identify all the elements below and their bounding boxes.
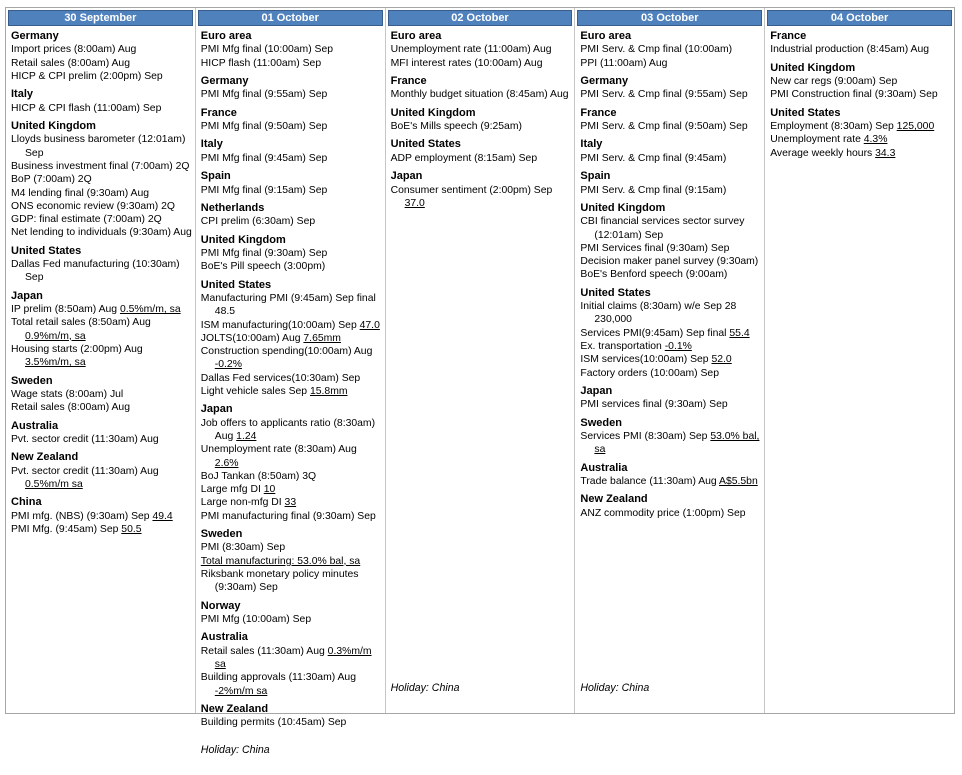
- event-value: 2.6%: [214, 457, 239, 469]
- event-value: -2%m/m sa: [214, 685, 268, 697]
- country-section: [770, 30, 951, 57]
- event-value: -0.1%: [664, 341, 692, 352]
- country-heading: Germany: [200, 75, 249, 87]
- country-section: [201, 703, 382, 730]
- event-item: CPI prelim (6:30am) Sep: [200, 216, 316, 228]
- event-item: Building approvals (11:30am) Aug -2%m/m sa: [200, 672, 356, 697]
- event-item: PMI Serv. & Cmp final (10:00am): [580, 44, 733, 56]
- event-item: Dallas Fed services(10:30am) Sep: [200, 372, 361, 384]
- event-item: M4 lending final (9:30am) Aug: [11, 187, 150, 199]
- country-heading: France: [390, 75, 427, 87]
- event-item: IP prelim (8:50am) Aug 0.5%m/m, sa: [11, 304, 181, 316]
- country-heading: United States: [580, 286, 651, 299]
- country-heading: Euro area: [200, 30, 252, 42]
- country-section: [201, 528, 382, 595]
- event-item: BoE's Mills speech (9:25am): [390, 121, 522, 133]
- event-item: Retail sales (8:00am) Aug: [11, 57, 130, 69]
- day-header: 01 October: [198, 10, 383, 26]
- event-item: PMI Serv. & Cmp final (9:45am): [580, 152, 727, 164]
- event-item: ISM services(10:00am) Sep 52.0: [580, 354, 732, 366]
- event-item: Light vehicle sales Sep 15.8mm: [200, 386, 348, 397]
- event-value: 49.4: [152, 510, 173, 522]
- country-heading: France: [580, 106, 617, 119]
- country-heading: United States: [770, 106, 841, 119]
- country-section: [11, 120, 192, 240]
- event-item: Business investment final (7:00am) 2Q: [11, 161, 190, 172]
- event-item: GDP: final estimate (7:00am) 2Q: [11, 214, 162, 226]
- day-column-body: [6, 26, 195, 713]
- country-section: [580, 170, 761, 197]
- country-heading: France: [770, 30, 807, 42]
- event-item: Large non-mfg DI 33: [200, 497, 297, 509]
- event-item: Pvt. sector credit (11:30am) Aug 0.5%m/m sa: [11, 465, 159, 491]
- country-heading: Germany: [580, 75, 629, 87]
- country-heading: New Zealand: [11, 451, 79, 464]
- country-section: [580, 493, 761, 520]
- country-section: [11, 375, 192, 415]
- day-column-2: [196, 8, 386, 756]
- event-value: 15.8mm: [309, 386, 348, 397]
- event-item: Retail sales (11:30am) Aug 0.3%m/m sa: [200, 645, 372, 671]
- event-value: 0.5%m/m, sa: [119, 304, 181, 316]
- economic-calendar: [5, 7, 955, 756]
- event-item: Monthly budget situation (8:45am) Aug: [390, 89, 569, 101]
- event-item: Unemployment rate 4.3%: [770, 134, 888, 146]
- country-heading: Australia: [11, 419, 59, 432]
- event-item: Large mfg DI 10: [200, 484, 276, 496]
- country-section: [391, 170, 572, 210]
- event-value: 4.3%: [863, 134, 888, 146]
- event-item: Consumer sentiment (2:00pm) Sep 37.0: [390, 184, 553, 209]
- day-column-body: [575, 26, 764, 713]
- holiday-note: Holiday: China: [580, 682, 650, 694]
- event-item: Trade balance (11:30am) Aug A$5.5bn: [580, 476, 758, 487]
- country-section: [580, 202, 761, 282]
- country-heading: New Zealand: [580, 493, 648, 506]
- event-item: PMI Mfg (10:00am) Sep: [200, 614, 312, 626]
- event-item: Unemployment rate (11:00am) Aug: [390, 44, 552, 56]
- event-item: Total retail sales (8:50am) Aug 0.9%m/m, sa: [11, 317, 151, 342]
- country-section: [201, 30, 382, 70]
- country-section: [770, 107, 951, 160]
- event-item: Dallas Fed manufacturing (10:30am) Sep: [11, 259, 180, 284]
- event-item: Job offers to applicants ratio (8:30am) Aug 1.24: [200, 417, 376, 442]
- country-section: [391, 138, 572, 165]
- event-item: Factory orders (10:00am) Sep: [580, 367, 719, 379]
- country-section: [11, 290, 192, 370]
- country-heading: United Kingdom: [390, 106, 476, 119]
- country-heading: Sweden: [11, 374, 53, 387]
- event-item: Lloyds business barometer (12:01am) Sep: [11, 134, 186, 159]
- country-heading: United Kingdom: [770, 61, 856, 74]
- event-item: PMI Services final (9:30am) Sep: [580, 242, 730, 254]
- event-item: Import prices (8:00am) Aug: [11, 44, 137, 56]
- event-value: 53.0% bal, sa: [594, 431, 760, 456]
- country-section: [201, 202, 382, 229]
- event-item: BoE's Benford speech (9:00am): [580, 269, 728, 281]
- event-item: PMI Mfg final (10:00am) Sep: [200, 44, 334, 56]
- event-item: Industrial production (8:45am) Aug: [770, 44, 930, 56]
- event-item: Employment (8:30am) Sep 125,000: [770, 121, 935, 133]
- country-section: [770, 62, 951, 102]
- country-heading: United Kingdom: [200, 233, 286, 246]
- country-section: [201, 107, 382, 134]
- event-value: 3.5%m/m, sa: [25, 357, 86, 369]
- event-item: PPI (11:00am) Aug: [580, 57, 668, 69]
- event-item: Unemployment rate (8:30am) Aug 2.6%: [200, 444, 357, 469]
- day-column-3: [386, 8, 576, 713]
- event-value: 52.0: [711, 354, 732, 366]
- event-item: HICP & CPI flash (11:00am) Sep: [11, 102, 162, 114]
- country-section: [11, 496, 192, 536]
- event-value: 50.5: [121, 524, 142, 536]
- country-section: [391, 30, 572, 70]
- event-value: 0.3%m/m sa: [214, 645, 372, 671]
- country-heading: Euro area: [580, 30, 632, 42]
- country-section: [580, 417, 761, 457]
- country-section: [11, 245, 192, 285]
- event-value: 0.5%m/m sa: [25, 479, 83, 491]
- country-heading: France: [200, 106, 237, 119]
- event-value: 33: [284, 497, 297, 509]
- country-heading: Italy: [11, 88, 34, 101]
- day-header: 03 October: [577, 10, 762, 26]
- country-heading: United Kingdom: [580, 201, 666, 214]
- event-item: PMI Construction final (9:30am) Sep: [770, 89, 938, 101]
- event-item: PMI Serv. & Cmp final (9:55am) Sep: [580, 89, 748, 101]
- event-item: New car regs (9:00am) Sep: [770, 76, 898, 88]
- event-item: PMI Serv. & Cmp final (9:15am): [580, 184, 727, 196]
- day-column-1: [6, 8, 196, 713]
- event-item: MFI interest rates (10:00am) Aug: [390, 57, 543, 69]
- event-item: PMI manufacturing final (9:30am) Sep: [200, 510, 376, 522]
- country-heading: Japan: [580, 384, 613, 397]
- event-item: Housing starts (2:00pm) Aug 3.5%m/m, sa: [11, 344, 143, 369]
- event-item: Net lending to individuals (9:30am) Aug: [11, 227, 192, 239]
- event-value: 1.24: [236, 431, 257, 442]
- event-item: PMI Mfg final (9:30am) Sep: [200, 247, 328, 259]
- country-section: [391, 107, 572, 134]
- country-heading: New Zealand: [200, 702, 269, 715]
- country-heading: Japan: [200, 403, 233, 416]
- country-section: [580, 138, 761, 165]
- country-section: [201, 403, 382, 523]
- holiday-note: Holiday: China: [200, 743, 270, 756]
- country-heading: Euro area: [390, 30, 442, 42]
- day-column-5: [765, 8, 954, 713]
- event-item: PMI Mfg. (9:45am) Sep 50.5: [11, 524, 142, 536]
- day-header: 02 October: [388, 10, 573, 26]
- event-item: Initial claims (8:30am) w/e Sep 28 230,000: [580, 301, 737, 326]
- country-heading: Australia: [580, 461, 628, 474]
- event-item: Services PMI (8:30am) Sep 53.0% bal, sa: [580, 431, 760, 456]
- event-item: BoP (7:00am) 2Q: [11, 174, 92, 186]
- country-section: [11, 420, 192, 447]
- day-column-body: [196, 26, 385, 775]
- holiday-note: Holiday: China: [390, 682, 460, 694]
- event-item: Decision maker panel survey (9:30am): [580, 256, 759, 268]
- country-heading: United States: [11, 244, 82, 257]
- event-item: PMI (8:30am) Sep: [200, 542, 286, 554]
- country-heading: Sweden: [200, 528, 243, 541]
- event-value: 37.0: [404, 197, 425, 209]
- event-value: 47.0: [359, 319, 380, 331]
- country-section: [201, 631, 382, 698]
- event-item: PMI Mfg final (9:55am) Sep: [200, 89, 328, 101]
- country-section: [201, 600, 382, 627]
- event-value: 125,000: [896, 121, 935, 133]
- country-heading: Netherlands: [200, 201, 265, 214]
- event-value: -0.2%: [214, 359, 242, 371]
- country-section: [11, 451, 192, 491]
- country-heading: United States: [200, 278, 272, 291]
- event-item: CBI financial services sector survey (12:01am) Sep: [580, 216, 745, 241]
- country-heading: Spain: [580, 170, 611, 183]
- event-item: Pvt. sector credit (11:30am) Aug: [11, 434, 159, 446]
- event-value: 7.65mm: [303, 332, 341, 344]
- country-section: [201, 75, 382, 102]
- event-value: Total manufacturing: 53.0% bal, sa: [200, 555, 361, 567]
- country-heading: Italy: [580, 138, 603, 151]
- event-value: 0.9%m/m, sa: [25, 330, 86, 342]
- country-heading: Norway: [200, 599, 241, 612]
- country-section: [201, 279, 382, 399]
- event-item: Wage stats (8:00am) Jul: [11, 389, 124, 401]
- event-item: HICP & CPI prelim (2:00pm) Sep: [11, 71, 163, 82]
- country-section: [580, 75, 761, 102]
- event-item: Average weekly hours 34.3: [770, 147, 896, 159]
- country-heading: Sweden: [580, 416, 622, 429]
- country-heading: Spain: [200, 170, 231, 183]
- event-item: Services PMI(9:45am) Sep final 55.4: [580, 327, 750, 339]
- event-item: ANZ commodity price (1:00pm) Sep: [580, 507, 746, 519]
- country-heading: United Kingdom: [11, 120, 96, 132]
- event-value: 34.3: [875, 147, 896, 159]
- event-item: Construction spending(10:00am) Aug -0.2%: [200, 346, 373, 371]
- country-section: [391, 75, 572, 102]
- day-column-body: [386, 26, 575, 713]
- event-item: Riksbank monetary policy minutes (9:30am) Sep: [200, 569, 359, 594]
- event-item: PMI Serv. & Cmp final (9:50am) Sep: [580, 121, 748, 133]
- event-item: ADP employment (8:15am) Sep: [390, 152, 538, 164]
- event-item: PMI mfg. (NBS) (9:30am) Sep 49.4: [11, 510, 173, 522]
- country-section: [580, 107, 761, 134]
- event-item: PMI services final (9:30am) Sep: [580, 399, 728, 411]
- country-heading: United States: [390, 138, 461, 151]
- event-item: PMI Mfg final (9:15am) Sep: [200, 184, 328, 196]
- country-heading: Japan: [11, 289, 43, 302]
- event-value: 55.4: [729, 327, 750, 339]
- event-item: Building permits (10:45am) Sep: [200, 717, 347, 729]
- event-value: A$5.5bn: [719, 476, 758, 487]
- country-heading: Australia: [200, 631, 248, 644]
- event-item: HICP flash (11:00am) Sep: [200, 57, 322, 69]
- country-section: [580, 462, 761, 489]
- event-item: ONS economic review (9:30am) 2Q: [11, 200, 175, 212]
- country-section: [580, 287, 761, 380]
- event-item: PMI Mfg final (9:45am) Sep: [200, 152, 328, 164]
- event-item: BoE's Pill speech (3:00pm): [200, 261, 326, 273]
- event-item: BoJ Tankan (8:50am) 3Q: [200, 470, 317, 482]
- event-item: [201, 555, 382, 568]
- event-item: Manufacturing PMI (9:45am) Sep final 48.5: [200, 292, 376, 318]
- country-section: [201, 170, 382, 197]
- day-header: 30 September: [8, 10, 193, 26]
- event-item: PMI Mfg final (9:50am) Sep: [200, 121, 328, 133]
- event-item: JOLTS(10:00am) Aug 7.65mm: [200, 332, 341, 344]
- country-section: [201, 234, 382, 274]
- country-section: [11, 30, 192, 83]
- country-section: [11, 88, 192, 115]
- day-header: 04 October: [767, 10, 952, 26]
- event-item: Ex. transportation -0.1%: [580, 341, 692, 352]
- country-section: [580, 30, 761, 70]
- country-heading: Germany: [11, 30, 59, 42]
- country-heading: China: [11, 496, 42, 509]
- event-item: ISM manufacturing(10:00am) Sep 47.0: [200, 319, 380, 331]
- country-heading: Italy: [200, 138, 223, 151]
- country-section: [201, 138, 382, 165]
- day-column-4: [575, 8, 765, 713]
- event-item: Retail sales (8:00am) Aug: [11, 402, 130, 414]
- day-column-body: [765, 26, 954, 713]
- event-value: 10: [263, 484, 276, 496]
- country-section: [580, 385, 761, 412]
- country-heading: Japan: [390, 170, 423, 183]
